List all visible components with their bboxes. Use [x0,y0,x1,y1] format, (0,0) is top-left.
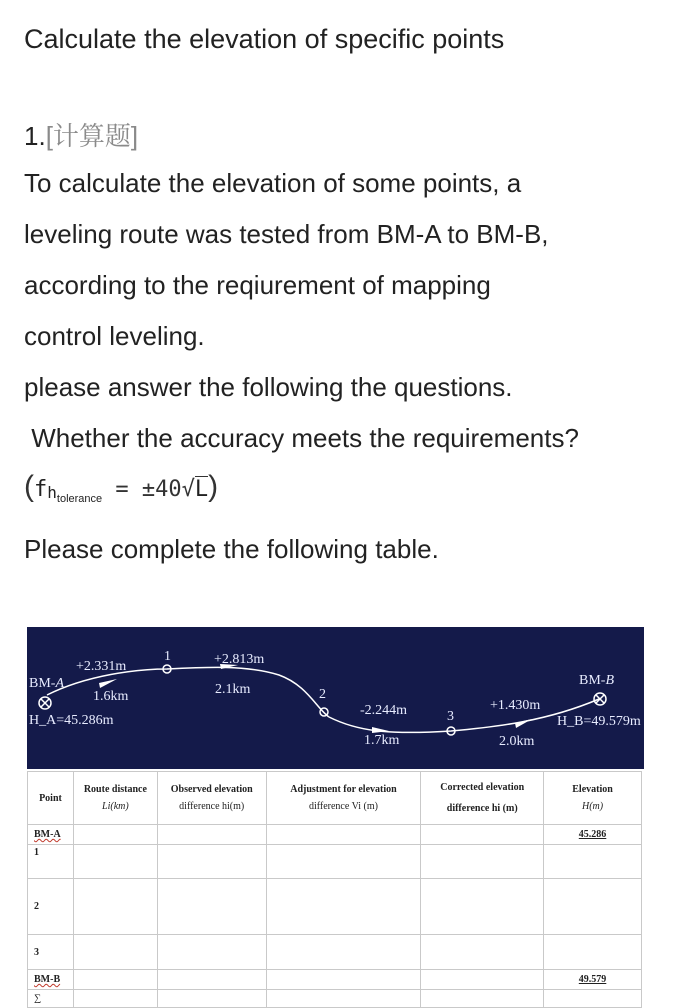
input-cell[interactable] [157,990,266,1008]
formula-equals: = ±40 [102,477,182,502]
end-benchmark-label: BM-B [579,673,615,688]
formula-sub-tolerance: tolerance [56,493,103,506]
intro-line: leveling route was tested from BM-A to BM-B, [24,219,549,249]
instruction-text: Please complete the following table. [24,534,439,564]
table-row [28,970,642,990]
intro-line: please answer the following the questions. [24,372,513,402]
table-row [28,879,642,935]
input-cell[interactable] [157,970,266,990]
table-row [28,845,642,879]
segment-4-distance: 2.0km [499,734,535,749]
table-row [28,825,642,845]
formula-symbol: f [34,477,48,502]
input-cell[interactable] [421,825,544,845]
segment-1-distance: 1.6km [93,689,129,704]
start-elevation-label: H_A=45.286m [29,713,114,728]
elevation-cell: 49.579 [544,970,642,990]
segment-2-distance: 2.1km [215,682,251,697]
header-elevation: Elevation H(m) [544,772,642,825]
table-row [28,990,642,1008]
start-benchmark-label: BM-A [29,676,65,691]
input-cell[interactable] [73,879,157,935]
point-label-3: 3 [447,709,454,724]
formula-radicand: L [194,477,209,502]
header-point: Point [28,772,74,825]
point-cell: BM-A [28,825,74,845]
leveling-route-diagram [27,627,644,769]
input-cell[interactable] [266,879,421,935]
header-route-distance: Route distance Li(km) [73,772,157,825]
question-intro [24,158,654,464]
input-cell[interactable] [421,970,544,990]
input-cell[interactable] [266,845,421,879]
input-cell[interactable] [266,935,421,970]
direction-arrow [515,719,532,728]
elevation-input-cell[interactable] [544,879,642,935]
header-corrected-elevation-difference: Corrected elevation difference hi (m) [421,772,544,825]
segment-1-dh: +2.331m [76,659,127,674]
elevation-cell: 45.286 [544,825,642,845]
question-type-tag: [计算题] [45,121,139,151]
input-cell[interactable] [266,825,421,845]
input-cell[interactable] [266,990,421,1008]
point-label-2: 2 [319,687,326,702]
point-label-1: 1 [164,649,171,664]
question-number-text: 1. [24,121,46,151]
formula-close-paren: ) [208,470,219,503]
header-adjustment: Adjustment for elevation difference Vi (m) [266,772,421,825]
point-cell: 2 [28,879,74,935]
benchmark-b-icon [594,693,606,705]
intro-line: according to the reqiurement of mapping [24,270,491,300]
segment-4-dh: +1.430m [490,698,541,713]
input-cell[interactable] [157,845,266,879]
input-cell[interactable] [73,825,157,845]
table-row [28,935,642,970]
page-title: Calculate the elevation of specific points [24,24,505,54]
header-observed-elevation-difference: Observed elevation difference hi(m) [157,772,266,825]
intro-line: Whether the accuracy meets the requirements? [24,423,579,453]
segment-2-dh: +2.813m [214,652,265,667]
benchmark-a-icon [39,697,51,709]
sum-cell: ∑ [28,990,74,1008]
point-cell: BM-B [28,970,74,990]
intro-line: To calculate the elevation of some points, a [24,168,522,198]
table-header-row [28,772,642,825]
input-cell[interactable] [421,935,544,970]
input-cell[interactable] [157,935,266,970]
input-cell[interactable] [266,970,421,990]
end-elevation-label: H_B=49.579m [557,714,641,729]
input-cell[interactable] [544,990,642,1008]
formula-sub-h: h [47,483,57,502]
elevation-input-cell[interactable] [544,935,642,970]
input-cell[interactable] [157,825,266,845]
input-cell[interactable] [421,990,544,1008]
input-cell[interactable] [73,845,157,879]
segment-3-distance: 1.7km [364,733,400,748]
leveling-table [27,771,642,1008]
point-cell: 1 [28,845,74,879]
input-cell[interactable] [73,935,157,970]
input-cell[interactable] [73,970,157,990]
segment-3-dh: -2.244m [360,703,408,718]
tolerance-formula [24,470,218,518]
input-cell[interactable] [421,845,544,879]
input-cell[interactable] [157,879,266,935]
input-cell[interactable] [73,990,157,1008]
question-number [24,116,138,153]
formula-open-paren: ( [24,470,34,503]
formula-sqrt-sign: √ [181,477,195,502]
input-cell[interactable] [421,879,544,935]
direction-arrow [99,679,117,688]
elevation-input-cell[interactable] [544,845,642,879]
point-cell: 3 [28,935,74,970]
intro-line: control leveling. [24,321,205,351]
